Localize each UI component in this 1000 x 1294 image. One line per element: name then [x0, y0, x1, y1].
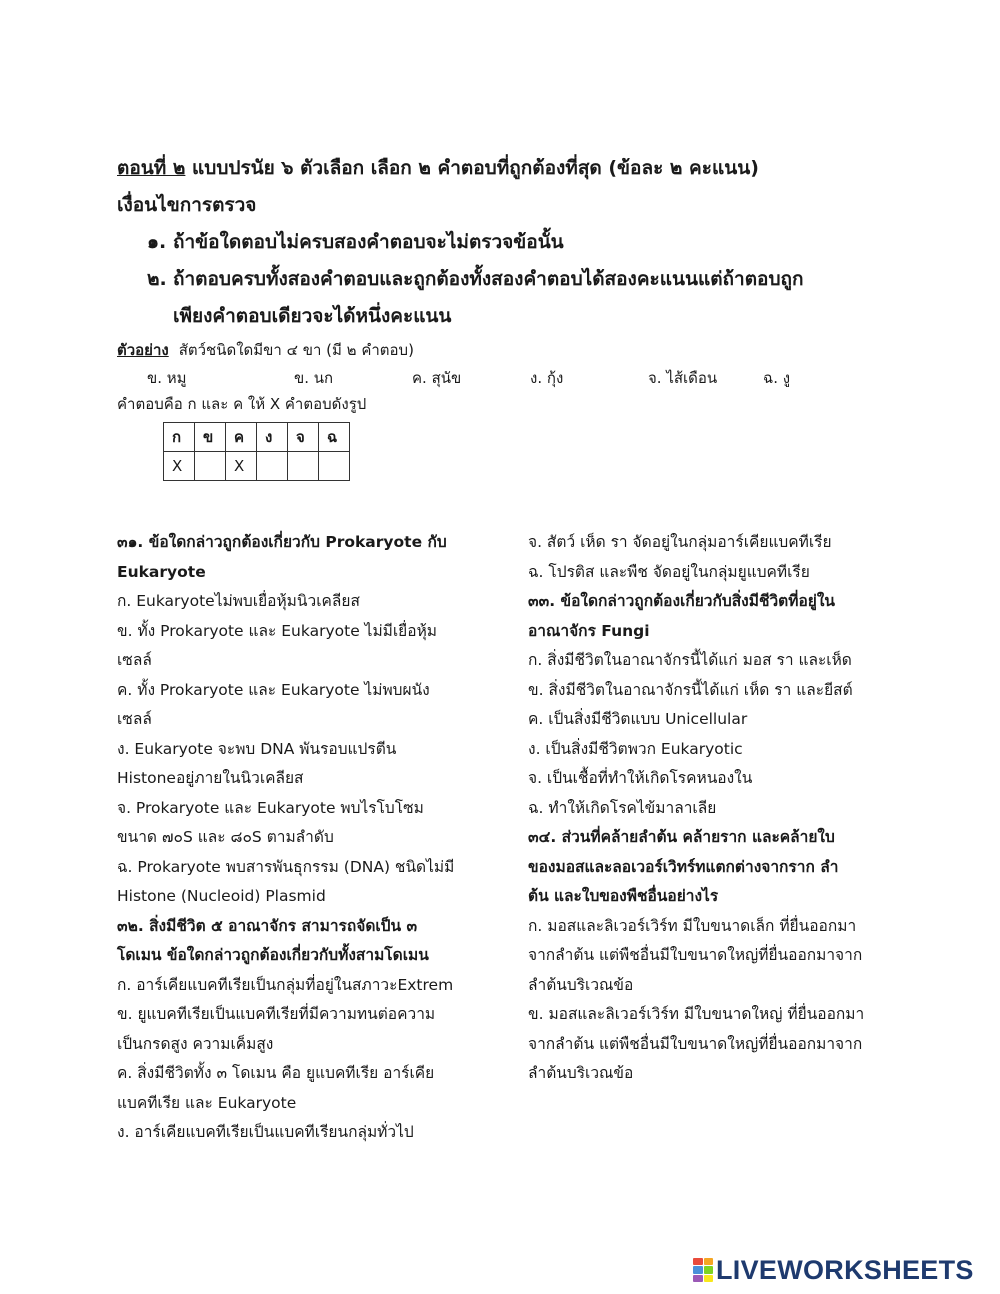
example-option: ค. สุนัข: [412, 369, 462, 387]
logo-square: [693, 1266, 703, 1273]
grid-mark-cell: [195, 452, 226, 481]
grid-header-cell: จ: [288, 423, 319, 452]
liveworksheets-logo-icon: [693, 1258, 713, 1282]
option-line: ฉ. Prokaryote พบสารพันธุกรรม (DNA) ชนิดไม่มี: [117, 857, 455, 876]
condition-2-continued: เพียงคำตอบเดียวจะได้หนึ่งคะแนน: [173, 305, 452, 327]
option-line: จ. เป็นเชื้อที่ทำให้เกิดโรคหนองใน: [528, 769, 753, 787]
grid-mark-row: [164, 452, 350, 481]
condition-number: ๒.: [147, 268, 167, 290]
brand-text: LIVEWORKSHEETS: [716, 1254, 974, 1285]
logo-square: [704, 1258, 714, 1265]
option-line: ขนาด ๗๐S และ ๘๐S ตามลำดับ: [117, 828, 334, 846]
option-line: ก. Eukaryoteไม่พบเยื่อหุ้มนิวเคลียส: [117, 592, 360, 610]
option-line: ง. เป็นสิ่งมีชีวิตพวก Eukaryotic: [528, 739, 743, 758]
option-line: เซลล์: [117, 651, 152, 669]
option-line: ฉ. ทำให้เกิดโรคไข้มาลาเลีย: [528, 798, 717, 817]
grid-mark-cell: [288, 452, 319, 481]
option-line: ฉ. โปรติส และพืช จัดอยู่ในกลุ่มยูแบคทีเรีย: [528, 562, 810, 581]
right-question-column: [528, 528, 908, 1089]
grid-header-cell: ก: [164, 423, 195, 452]
grid-header-cell: ค: [226, 423, 257, 452]
example-option: ข. นก: [294, 369, 334, 387]
logo-square: [704, 1275, 714, 1282]
question-line: Eukaryote: [117, 562, 206, 581]
example-option: ข. หมู: [147, 369, 187, 387]
part-description: แบบปรนัย ๖ ตัวเลือก เลือก ๒ คำตอบที่ถูกต้องที่สุด (ข้อละ ๒ คะแนน): [185, 157, 759, 179]
instructions-header: [117, 150, 917, 335]
example-section: [117, 336, 937, 416]
option-line: ลำต้นบริเวณข้อ: [528, 1064, 634, 1082]
option-line: Histoneอยู่ภายในนิวเคลียส: [117, 769, 304, 787]
option-line: เป็นกรดสูง ความเค็มสูง: [117, 1034, 274, 1053]
option-line: ข. สิ่งมีชีวิตในอาณาจักรนี้ได้แก่ เห็ด รา และยีสต์: [528, 680, 853, 699]
option-line: เซลล์: [117, 710, 152, 728]
question-line: ๓๑. ข้อใดกล่าวถูกต้องเกี่ยวกับ Prokaryote กับ: [117, 533, 447, 551]
example-answer-grid: [163, 422, 350, 481]
option-line: ข. ยูแบคทีเรียเป็นแบคทีเรียที่มีความทนต่อความ: [117, 1005, 436, 1023]
grid-header-cell: ฉ: [319, 423, 350, 452]
question-line: ของมอสและลอเวอร์เวิทร์ทแตกต่างจากราก ลำ: [528, 857, 839, 876]
logo-square: [693, 1275, 703, 1282]
grid-header-cell: ง: [257, 423, 288, 452]
option-line: ก. อาร์เคียแบคทีเรียเป็นกลุ่มที่อยู่ในสภาวะExtrem: [117, 975, 454, 994]
part-heading: [117, 150, 917, 187]
question-line: ๓๒. สิ่งมีชีวิต ๕ อาณาจักร สามารถจัดเป็น ๓: [117, 916, 418, 935]
example-label: ตัวอย่าง: [117, 341, 169, 359]
question-line: ต้น และใบของพืชอื่นอย่างไร: [528, 887, 719, 905]
example-option: ง. กุ้ง: [530, 369, 564, 387]
logo-square: [704, 1266, 714, 1273]
question-line: อาณาจักร Fungi: [528, 621, 650, 640]
logo-square: [693, 1258, 703, 1265]
condition-text: ถ้าตอบครบทั้งสองคำตอบและถูกต้องทั้งสองคำตอบได้สองคะแนนแต่ถ้าตอบถูก: [173, 268, 804, 290]
grid-header-cell: ข: [195, 423, 226, 452]
grid-mark-cell: X: [164, 452, 195, 481]
option-line: ง. อาร์เคียแบคทีเรียเป็นแบคทีเรียนกลุ่มทั่วไป: [117, 1123, 414, 1141]
option-line: ลำต้นบริเวณข้อ: [528, 975, 634, 994]
liveworksheets-brand: [693, 1254, 974, 1286]
example-option: จ. ไส้เดือน: [648, 369, 718, 387]
part-label: ตอนที่ ๒: [117, 157, 186, 179]
option-line: ค. เป็นสิ่งมีชีวิตแบบ Unicellular: [528, 710, 748, 728]
option-line: จ. สัตว์ เห็ด รา จัดอยู่ในกลุ่มอาร์เคียแบคทีเรีย: [528, 533, 832, 551]
condition-2: [117, 261, 917, 298]
option-line: แบคทีเรีย และ Eukaryote: [117, 1093, 297, 1112]
conditions-title: เงื่อนไขการตรวจ: [117, 194, 257, 216]
grid-mark-cell: X: [226, 452, 257, 481]
option-line: ข. มอสและลิเวอร์เวิร์ท มีใบขนาดใหญ่ ที่ยื่นออกมา: [528, 1005, 865, 1023]
question-line: ๓๔. ส่วนที่คล้ายลำต้น คล้ายราก และคล้ายใบ: [528, 828, 835, 846]
example-option: ฉ. งู: [763, 369, 791, 387]
option-line: จ. Prokaryote และ Eukaryote พบไรโบโซม: [117, 798, 424, 817]
condition-1: [117, 224, 917, 261]
option-line: ก. มอสและลิเวอร์เวิร์ท มีใบขนาดเล็ก ที่ยื่นออกมา: [528, 916, 857, 935]
example-question-text: สัตว์ชนิดใดมีขา ๔ ขา (มี ๒ คำตอบ): [178, 341, 414, 359]
option-line: ง. Eukaryote จะพบ DNA พันรอบแปรตีน: [117, 739, 397, 758]
question-line: ๓๓. ข้อใดกล่าวถูกต้องเกี่ยวกับสิ่งมีชีวิตที่อยู่ใน: [528, 592, 836, 610]
condition-text: ถ้าข้อใดตอบไม่ครบสองคำตอบจะไม่ตรวจข้อนั้น: [173, 231, 564, 253]
option-line: ข. ทั้ง Prokaryote และ Eukaryote ไม่มีเยื่อหุ้ม: [117, 621, 438, 640]
left-question-column: [117, 528, 487, 1148]
option-line: จากลำต้น แต่พืชอื่นมีใบขนาดใหญ่ที่ยื่นออกมาจาก: [528, 1034, 863, 1053]
option-line: ก. สิ่งมีชีวิตในอาณาจักรนี้ได้แก่ มอส รา และเห็ด: [528, 651, 852, 669]
question-line: โดเมน ข้อใดกล่าวถูกต้องเกี่ยวกับทั้งสามโดเมน: [117, 946, 429, 964]
example-answer-text: คำตอบคือ ก และ ค ให้ X คำตอบดังรูป: [117, 395, 367, 413]
option-line: Histone (Nucleoid) Plasmid: [117, 887, 326, 905]
option-line: ค. ทั้ง Prokaryote และ Eukaryote ไม่พบผนัง: [117, 680, 430, 699]
condition-number: ๑.: [147, 231, 167, 253]
example-question: [117, 336, 937, 364]
example-options: [117, 364, 937, 392]
option-line: จากลำต้น แต่พืชอื่นมีใบขนาดใหญ่ที่ยื่นออกมาจาก: [528, 946, 863, 964]
grid-header-row: [164, 423, 350, 452]
grid-mark-cell: [257, 452, 288, 481]
grid-mark-cell: [319, 452, 350, 481]
option-line: ค. สิ่งมีชีวิตทั้ง ๓ โดเมน คือ ยูแบคทีเรีย อาร์เคีย: [117, 1064, 435, 1082]
